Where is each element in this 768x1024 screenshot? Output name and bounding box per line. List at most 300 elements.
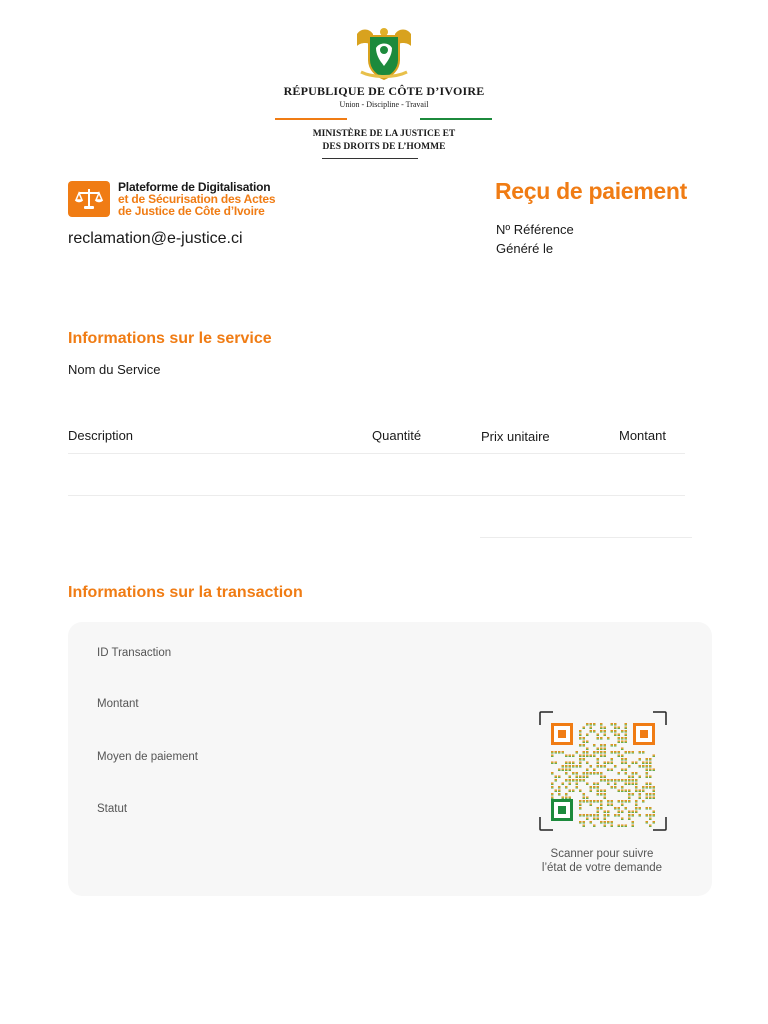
- qr-module: [600, 755, 603, 758]
- qr-module: [558, 776, 561, 779]
- qr-module: [632, 779, 635, 782]
- qr-module: [628, 783, 631, 786]
- qr-module: [635, 811, 638, 814]
- qr-module: [569, 783, 572, 786]
- qr-module: [586, 751, 589, 754]
- platform-name-line-1: Plateforme de Digitalisation: [118, 180, 271, 194]
- qr-module: [569, 755, 572, 758]
- qr-module: [579, 807, 582, 810]
- qr-module: [572, 755, 575, 758]
- qr-module: [586, 800, 589, 803]
- qr-module: [593, 772, 596, 775]
- qr-module: [604, 755, 607, 758]
- qr-module: [625, 769, 628, 772]
- qr-module: [593, 783, 596, 786]
- qr-module: [583, 800, 586, 803]
- qr-module: [593, 723, 596, 726]
- qr-module: [565, 786, 568, 789]
- qr-module: [586, 748, 589, 751]
- qr-module: [625, 779, 628, 782]
- qr-module: [593, 744, 596, 747]
- qr-module: [597, 748, 600, 751]
- qr-module: [628, 811, 631, 814]
- qr-module: [625, 807, 628, 810]
- qr-module: [583, 772, 586, 775]
- qr-module: [597, 783, 600, 786]
- qr-module: [607, 737, 610, 740]
- qr-module: [646, 762, 649, 765]
- qr-module: [586, 769, 589, 772]
- qr-module: [639, 758, 642, 761]
- qr-module: [621, 800, 624, 803]
- qr-module: [621, 769, 624, 772]
- qr-module: [593, 786, 596, 789]
- qr-caption-line-1: Scanner pour suivre: [550, 848, 654, 860]
- qr-module: [649, 776, 652, 779]
- qr-module: [604, 811, 607, 814]
- qr-module: [618, 755, 621, 758]
- qr-module: [639, 765, 642, 768]
- qr-module: [621, 818, 624, 821]
- qr-module: [611, 744, 614, 747]
- qr-module: [604, 734, 607, 737]
- qr-module: [579, 804, 582, 807]
- qr-module: [635, 779, 638, 782]
- qr-module: [642, 786, 645, 789]
- qr-module: [572, 779, 575, 782]
- qr-module: [583, 814, 586, 817]
- qr-module: [649, 758, 652, 761]
- qr-module: [611, 730, 614, 733]
- qr-module: [618, 737, 621, 740]
- qr-module: [628, 818, 631, 821]
- qr-module: [576, 779, 579, 782]
- qr-module: [558, 793, 561, 796]
- qr-module: [618, 800, 621, 803]
- qr-module: [600, 776, 603, 779]
- ministry-line-2: DES DROITS DE L’HOMME: [322, 142, 446, 152]
- qr-module: [618, 751, 621, 754]
- qr-module: [639, 807, 642, 810]
- qr-module: [649, 818, 652, 821]
- qr-module: [642, 751, 645, 754]
- transaction-id-label: ID Transaction: [97, 647, 172, 659]
- qr-module: [604, 765, 607, 768]
- qr-module: [611, 800, 614, 803]
- qr-module: [586, 755, 589, 758]
- qr-module: [600, 744, 603, 747]
- qr-module: [621, 762, 624, 765]
- qr-module: [600, 790, 603, 793]
- qr-module: [625, 741, 628, 744]
- qr-module: [614, 779, 617, 782]
- qr-module: [649, 797, 652, 800]
- qr-module: [639, 814, 642, 817]
- qr-module: [555, 776, 558, 779]
- qr-module: [600, 807, 603, 810]
- qr-module: [600, 751, 603, 754]
- qr-module: [642, 800, 645, 803]
- qr-module: [600, 737, 603, 740]
- qr-module: [565, 793, 568, 796]
- qr-module: [569, 776, 572, 779]
- qr-module: [583, 741, 586, 744]
- qr-module: [618, 790, 621, 793]
- qr-module: [579, 790, 582, 793]
- qr-module: [653, 769, 656, 772]
- qr-module: [600, 804, 603, 807]
- qr-module: [579, 821, 582, 824]
- qr-module: [635, 762, 638, 765]
- qr-module: [579, 800, 582, 803]
- qr-module: [621, 755, 624, 758]
- qr-module: [614, 727, 617, 730]
- qr-module: [614, 765, 617, 768]
- table-divider: [68, 495, 685, 496]
- qr-module: [604, 821, 607, 824]
- qr-module: [590, 765, 593, 768]
- qr-module: [551, 793, 554, 796]
- qr-module: [604, 814, 607, 817]
- qr-module: [586, 734, 589, 737]
- scales-of-justice-icon: [68, 181, 110, 217]
- qr-module: [653, 797, 656, 800]
- qr-module: [611, 751, 614, 754]
- qr-module: [604, 762, 607, 765]
- qr-module: [600, 727, 603, 730]
- qr-module: [593, 730, 596, 733]
- qr-module: [646, 769, 649, 772]
- qr-module: [625, 734, 628, 737]
- transaction-section-title: Informations sur la transaction: [68, 584, 303, 601]
- qr-module: [579, 765, 582, 768]
- qr-module: [551, 772, 554, 775]
- qr-module: [586, 762, 589, 765]
- qr-module: [583, 751, 586, 754]
- qr-module: [590, 755, 593, 758]
- qr-module: [551, 762, 554, 765]
- qr-module: [621, 786, 624, 789]
- qr-module: [604, 790, 607, 793]
- qr-module: [562, 765, 565, 768]
- qr-module: [593, 800, 596, 803]
- qr-module: [555, 751, 558, 754]
- qr-module: [625, 727, 628, 730]
- qr-module: [621, 748, 624, 751]
- flag-divider-green: [420, 118, 492, 120]
- qr-module: [611, 804, 614, 807]
- qr-module: [646, 814, 649, 817]
- flag-divider-orange: [275, 118, 347, 120]
- qr-module: [576, 786, 579, 789]
- qr-module: [611, 779, 614, 782]
- qr-module: [621, 804, 624, 807]
- qr-module: [586, 783, 589, 786]
- qr-module: [583, 779, 586, 782]
- qr-module: [590, 727, 593, 730]
- qr-module: [614, 783, 617, 786]
- qr-module: [586, 814, 589, 817]
- qr-module: [646, 758, 649, 761]
- qr-module: [618, 811, 621, 814]
- qr-module: [600, 821, 603, 824]
- qr-module: [611, 769, 614, 772]
- qr-module: [632, 814, 635, 817]
- qr-module: [583, 737, 586, 740]
- qr-module: [586, 723, 589, 726]
- qr-module: [618, 814, 621, 817]
- qr-module: [565, 772, 568, 775]
- qr-module: [628, 814, 631, 817]
- qr-module: [646, 783, 649, 786]
- qr-module: [597, 758, 600, 761]
- qr-module: [618, 741, 621, 744]
- qr-module: [597, 807, 600, 810]
- qr-module: [635, 783, 638, 786]
- qr-module: [646, 821, 649, 824]
- column-header-description: Description: [68, 428, 134, 443]
- qr-module: [653, 821, 656, 824]
- qr-module: [593, 751, 596, 754]
- qr-module: [576, 765, 579, 768]
- qr-module: [569, 765, 572, 768]
- qr-module: [607, 762, 610, 765]
- qr-module: [551, 755, 554, 758]
- qr-module: [590, 772, 593, 775]
- qr-module: [618, 807, 621, 810]
- qr-module: [614, 734, 617, 737]
- qr-module: [583, 821, 586, 824]
- qr-module: [569, 779, 572, 782]
- qr-module: [618, 734, 621, 737]
- qr-module: [579, 734, 582, 737]
- qr-module: [632, 825, 635, 828]
- qr-module: [583, 825, 586, 828]
- qr-module: [621, 758, 624, 761]
- qr-module: [639, 797, 642, 800]
- qr-module: [621, 779, 624, 782]
- qr-module: [649, 765, 652, 768]
- qr-module: [625, 800, 628, 803]
- qr-module: [649, 814, 652, 817]
- qr-module: [621, 811, 624, 814]
- qr-module: [614, 786, 617, 789]
- qr-module: [555, 779, 558, 782]
- qr-module: [632, 762, 635, 765]
- qr-module: [649, 786, 652, 789]
- qr-module: [625, 723, 628, 726]
- qr-module: [646, 776, 649, 779]
- qr-module: [597, 737, 600, 740]
- qr-module: [597, 800, 600, 803]
- qr-module: [621, 737, 624, 740]
- qr-module: [583, 744, 586, 747]
- ministry-underline: [322, 158, 418, 159]
- qr-module: [614, 751, 617, 754]
- qr-module: [579, 758, 582, 761]
- qr-module: [604, 730, 607, 733]
- qr-module: [632, 793, 635, 796]
- qr-module: [565, 797, 568, 800]
- qr-module: [579, 730, 582, 733]
- qr-module: [590, 723, 593, 726]
- qr-module: [579, 737, 582, 740]
- qr-caption: [522, 847, 682, 875]
- qr-module: [590, 800, 593, 803]
- qr-module: [632, 783, 635, 786]
- generated-date-label: Généré le: [496, 241, 554, 256]
- qr-module: [628, 765, 631, 768]
- qr-module: [600, 800, 603, 803]
- qr-module: [558, 751, 561, 754]
- qr-module: [642, 765, 645, 768]
- qr-module: [565, 765, 568, 768]
- payment-method-label: Moyen de paiement: [97, 751, 199, 763]
- qr-module: [551, 797, 554, 800]
- qr-module: [632, 751, 635, 754]
- qr-module: [590, 804, 593, 807]
- service-name-label: Nom du Service: [68, 362, 161, 377]
- qr-module: [597, 762, 600, 765]
- qr-module: [558, 769, 561, 772]
- contact-email: reclamation@e-justice.ci: [68, 230, 243, 247]
- qr-module: [649, 762, 652, 765]
- qr-module: [576, 776, 579, 779]
- qr-module: [649, 769, 652, 772]
- qr-module: [632, 772, 635, 775]
- qr-module: [604, 825, 607, 828]
- qr-module: [618, 779, 621, 782]
- qr-module: [576, 751, 579, 754]
- qr-module: [614, 730, 617, 733]
- qr-module: [625, 730, 628, 733]
- ministry-title: [234, 128, 534, 154]
- qr-module: [642, 762, 645, 765]
- qr-caption-line-2: l’état de votre demande: [541, 862, 663, 874]
- qr-module: [625, 790, 628, 793]
- qr-module: [611, 762, 614, 765]
- status-label: Statut: [97, 803, 128, 815]
- qr-module: [597, 786, 600, 789]
- qr-module: [611, 821, 614, 824]
- qr-module: [579, 779, 582, 782]
- qr-module: [607, 800, 610, 803]
- qr-module: [625, 762, 628, 765]
- qr-module: [621, 741, 624, 744]
- qr-module: [579, 762, 582, 765]
- qr-module: [618, 825, 621, 828]
- qr-module: [586, 772, 589, 775]
- qr-module: [562, 769, 565, 772]
- qr-module: [618, 772, 621, 775]
- qr-module: [600, 730, 603, 733]
- qr-module: [628, 779, 631, 782]
- qr-module: [635, 800, 638, 803]
- qr-module: [646, 786, 649, 789]
- qr-module: [576, 783, 579, 786]
- qr-module: [604, 797, 607, 800]
- qr-module: [597, 793, 600, 796]
- qr-module: [569, 790, 572, 793]
- qr-module: [639, 790, 642, 793]
- qr-module: [632, 811, 635, 814]
- qr-module: [597, 811, 600, 814]
- qr-module: [604, 779, 607, 782]
- qr-module: [586, 818, 589, 821]
- qr-module: [593, 825, 596, 828]
- qr-module: [639, 793, 642, 796]
- qr-module: [653, 790, 656, 793]
- qr-module: [590, 790, 593, 793]
- qr-module: [649, 807, 652, 810]
- qr-module: [604, 818, 607, 821]
- qr-module: [628, 793, 631, 796]
- ministry-line-1: MINISTÈRE DE LA JUSTICE ET: [312, 129, 456, 139]
- qr-module: [607, 779, 610, 782]
- column-header-amount: Montant: [619, 428, 666, 443]
- qr-module: [614, 744, 617, 747]
- qr-module: [635, 804, 638, 807]
- qr-module: [611, 825, 614, 828]
- qr-module: [583, 758, 586, 761]
- qr-module: [621, 790, 624, 793]
- qr-module: [625, 758, 628, 761]
- qr-module: [607, 783, 610, 786]
- qr-module: [607, 814, 610, 817]
- table-divider: [68, 453, 685, 454]
- qr-module: [551, 786, 554, 789]
- qr-module: [604, 748, 607, 751]
- service-section-title: Informations sur le service: [68, 330, 272, 347]
- qr-module: [607, 804, 610, 807]
- qr-module: [607, 811, 610, 814]
- qr-module: [583, 797, 586, 800]
- qr-module: [551, 783, 554, 786]
- qr-module: [649, 793, 652, 796]
- qr-module: [604, 751, 607, 754]
- qr-module: [558, 790, 561, 793]
- qr-module: [597, 751, 600, 754]
- qr-module: [604, 744, 607, 747]
- qr-module: [590, 730, 593, 733]
- qr-module: [653, 814, 656, 817]
- transaction-amount-label: Montant: [97, 698, 139, 710]
- qr-module: [646, 807, 649, 810]
- qr-module: [635, 807, 638, 810]
- qr-module: [618, 727, 621, 730]
- qr-module: [593, 755, 596, 758]
- qr-module: [604, 776, 607, 779]
- qr-module: [625, 825, 628, 828]
- platform-name-line-3: de Justice de Côte d’Ivoire: [118, 204, 265, 218]
- qr-module: [572, 772, 575, 775]
- qr-module: [628, 751, 631, 754]
- qr-module: [628, 790, 631, 793]
- qr-module: [555, 762, 558, 765]
- qr-module: [579, 755, 582, 758]
- qr-module: [569, 762, 572, 765]
- qr-module: [628, 776, 631, 779]
- qr-module: [653, 811, 656, 814]
- qr-module: [653, 755, 656, 758]
- qr-module: [586, 797, 589, 800]
- qr-module: [551, 751, 554, 754]
- qr-module: [569, 797, 572, 800]
- qr-module: [649, 825, 652, 828]
- qr-module: [653, 786, 656, 789]
- qr-module: [639, 776, 642, 779]
- qr-module: [646, 765, 649, 768]
